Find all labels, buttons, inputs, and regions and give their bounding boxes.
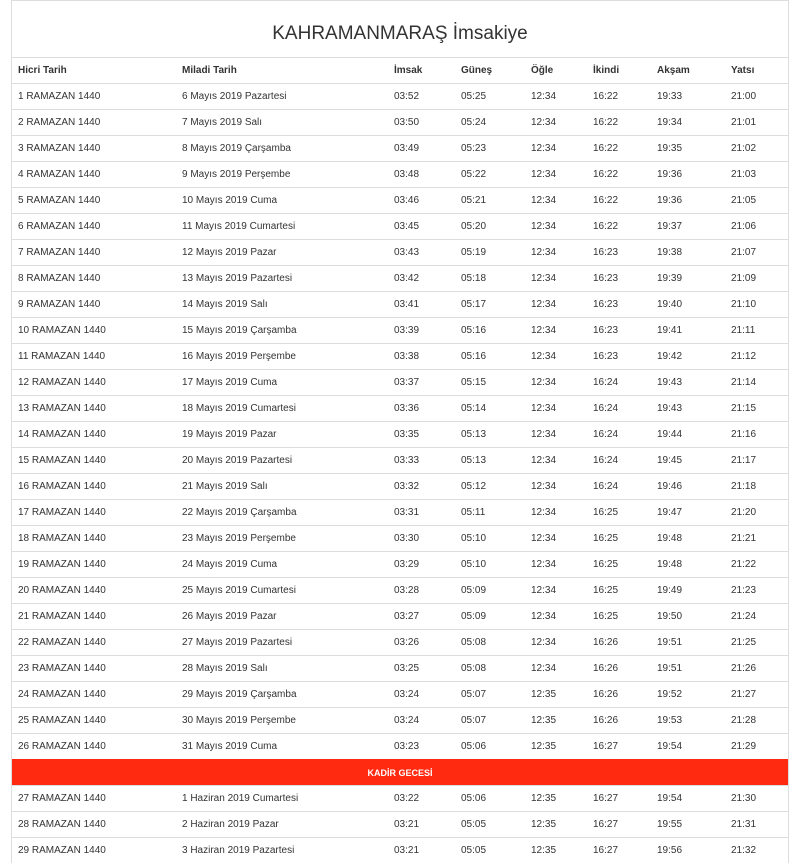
cell-miladi-tarih: 2 Haziran 2019 Pazar [176,812,388,838]
header-gunes: Güneş [455,58,525,84]
cell-hicri-tarih: 12 RAMAZAN 1440 [12,370,176,396]
cell-hicri-tarih: 17 RAMAZAN 1440 [12,500,176,526]
cell-yatsi: 21:06 [725,214,788,240]
cell-miladi-tarih: 19 Mayıs 2019 Pazar [176,422,388,448]
cell-gunes: 05:24 [455,110,525,136]
cell-yatsi: 21:25 [725,630,788,656]
cell-gunes: 05:10 [455,526,525,552]
cell-yatsi: 21:24 [725,604,788,630]
cell-hicri-tarih: 24 RAMAZAN 1440 [12,682,176,708]
cell-hicri-tarih: 7 RAMAZAN 1440 [12,240,176,266]
cell-hicri-tarih: 23 RAMAZAN 1440 [12,656,176,682]
cell-ogle: 12:34 [525,344,587,370]
cell-aksam: 19:51 [651,656,725,682]
cell-aksam: 19:51 [651,630,725,656]
cell-yatsi: 21:18 [725,474,788,500]
kadir-gecesi-row [12,760,788,786]
cell-ogle: 12:34 [525,474,587,500]
table-row [12,630,788,656]
cell-yatsi: 21:11 [725,318,788,344]
cell-imsak: 03:45 [388,214,455,240]
cell-imsak: 03:24 [388,708,455,734]
header-row [12,58,788,84]
cell-hicri-tarih: 8 RAMAZAN 1440 [12,266,176,292]
table-row [12,422,788,448]
cell-miladi-tarih: 25 Mayıs 2019 Cumartesi [176,578,388,604]
cell-yatsi: 21:16 [725,422,788,448]
cell-gunes: 05:23 [455,136,525,162]
cell-yatsi: 21:12 [725,344,788,370]
table-row [12,474,788,500]
cell-gunes: 05:11 [455,500,525,526]
cell-gunes: 05:07 [455,682,525,708]
imsakiye-panel [11,0,789,863]
cell-yatsi: 21:21 [725,526,788,552]
cell-ogle: 12:34 [525,214,587,240]
cell-aksam: 19:54 [651,786,725,812]
page-title: KAHRAMANMARAŞ İmsakiye [272,23,528,44]
cell-gunes: 05:09 [455,578,525,604]
cell-aksam: 19:33 [651,84,725,110]
header-yatsi: Yatsı [725,58,788,84]
cell-imsak: 03:42 [388,266,455,292]
cell-miladi-tarih: 18 Mayıs 2019 Cumartesi [176,396,388,422]
cell-gunes: 05:06 [455,734,525,760]
cell-gunes: 05:05 [455,812,525,838]
table-row [12,682,788,708]
table-row [12,240,788,266]
cell-ogle: 12:34 [525,552,587,578]
cell-yatsi: 21:03 [725,162,788,188]
cell-aksam: 19:43 [651,396,725,422]
cell-aksam: 19:46 [651,474,725,500]
cell-ikindi: 16:22 [587,162,651,188]
cell-miladi-tarih: 29 Mayıs 2019 Çarşamba [176,682,388,708]
cell-miladi-tarih: 31 Mayıs 2019 Cuma [176,734,388,760]
cell-aksam: 19:40 [651,292,725,318]
cell-miladi-tarih: 7 Mayıs 2019 Salı [176,110,388,136]
cell-gunes: 05:08 [455,630,525,656]
cell-aksam: 19:54 [651,734,725,760]
cell-ogle: 12:34 [525,188,587,214]
table-row [12,266,788,292]
cell-ikindi: 16:22 [587,214,651,240]
cell-yatsi: 21:29 [725,734,788,760]
cell-miladi-tarih: 11 Mayıs 2019 Cumartesi [176,214,388,240]
cell-ogle: 12:34 [525,266,587,292]
cell-yatsi: 21:28 [725,708,788,734]
cell-ikindi: 16:22 [587,136,651,162]
cell-ogle: 12:35 [525,786,587,812]
cell-gunes: 05:07 [455,708,525,734]
cell-aksam: 19:48 [651,526,725,552]
cell-imsak: 03:37 [388,370,455,396]
cell-ikindi: 16:26 [587,682,651,708]
cell-ogle: 12:34 [525,578,587,604]
cell-imsak: 03:28 [388,578,455,604]
cell-ikindi: 16:24 [587,448,651,474]
cell-yatsi: 21:15 [725,396,788,422]
cell-gunes: 05:18 [455,266,525,292]
cell-miladi-tarih: 13 Mayıs 2019 Pazartesi [176,266,388,292]
cell-gunes: 05:12 [455,474,525,500]
cell-hicri-tarih: 9 RAMAZAN 1440 [12,292,176,318]
cell-ikindi: 16:27 [587,838,651,864]
cell-ogle: 12:34 [525,604,587,630]
cell-aksam: 19:50 [651,604,725,630]
cell-imsak: 03:30 [388,526,455,552]
cell-ikindi: 16:22 [587,110,651,136]
cell-gunes: 05:10 [455,552,525,578]
cell-hicri-tarih: 5 RAMAZAN 1440 [12,188,176,214]
header-ogle: Öğle [525,58,587,84]
cell-gunes: 05:14 [455,396,525,422]
cell-ogle: 12:34 [525,84,587,110]
cell-aksam: 19:36 [651,162,725,188]
cell-hicri-tarih: 3 RAMAZAN 1440 [12,136,176,162]
cell-hicri-tarih: 4 RAMAZAN 1440 [12,162,176,188]
cell-ogle: 12:35 [525,682,587,708]
cell-ogle: 12:35 [525,812,587,838]
cell-aksam: 19:49 [651,578,725,604]
cell-hicri-tarih: 27 RAMAZAN 1440 [12,786,176,812]
cell-gunes: 05:13 [455,448,525,474]
cell-aksam: 19:44 [651,422,725,448]
cell-imsak: 03:39 [388,318,455,344]
cell-ikindi: 16:25 [587,604,651,630]
cell-yatsi: 21:01 [725,110,788,136]
cell-ogle: 12:34 [525,162,587,188]
cell-ikindi: 16:23 [587,240,651,266]
cell-imsak: 03:27 [388,604,455,630]
table-row [12,604,788,630]
cell-imsak: 03:43 [388,240,455,266]
cell-gunes: 05:15 [455,370,525,396]
cell-imsak: 03:31 [388,500,455,526]
table-row [12,318,788,344]
cell-aksam: 19:43 [651,370,725,396]
cell-aksam: 19:55 [651,812,725,838]
cell-ogle: 12:34 [525,630,587,656]
cell-gunes: 05:22 [455,162,525,188]
cell-yatsi: 21:32 [725,838,788,864]
cell-imsak: 03:36 [388,396,455,422]
cell-imsak: 03:48 [388,162,455,188]
cell-hicri-tarih: 16 RAMAZAN 1440 [12,474,176,500]
cell-ikindi: 16:23 [587,266,651,292]
cell-imsak: 03:41 [388,292,455,318]
cell-hicri-tarih: 26 RAMAZAN 1440 [12,734,176,760]
cell-imsak: 03:21 [388,812,455,838]
cell-imsak: 03:49 [388,136,455,162]
cell-gunes: 05:08 [455,656,525,682]
cell-imsak: 03:50 [388,110,455,136]
cell-ikindi: 16:25 [587,578,651,604]
cell-ogle: 12:34 [525,370,587,396]
cell-yatsi: 21:14 [725,370,788,396]
cell-hicri-tarih: 13 RAMAZAN 1440 [12,396,176,422]
cell-hicri-tarih: 28 RAMAZAN 1440 [12,812,176,838]
table-row [12,500,788,526]
cell-gunes: 05:25 [455,84,525,110]
cell-aksam: 19:37 [651,214,725,240]
cell-yatsi: 21:05 [725,188,788,214]
cell-imsak: 03:52 [388,84,455,110]
cell-gunes: 05:17 [455,292,525,318]
cell-yatsi: 21:10 [725,292,788,318]
cell-ogle: 12:34 [525,448,587,474]
cell-ogle: 12:34 [525,110,587,136]
cell-ikindi: 16:24 [587,474,651,500]
cell-miladi-tarih: 10 Mayıs 2019 Cuma [176,188,388,214]
header-ikindi: İkindi [587,58,651,84]
cell-ikindi: 16:27 [587,786,651,812]
cell-aksam: 19:45 [651,448,725,474]
cell-aksam: 19:36 [651,188,725,214]
cell-miladi-tarih: 27 Mayıs 2019 Pazartesi [176,630,388,656]
cell-ikindi: 16:22 [587,84,651,110]
cell-aksam: 19:38 [651,240,725,266]
cell-ogle: 12:34 [525,656,587,682]
cell-gunes: 05:21 [455,188,525,214]
cell-yatsi: 21:23 [725,578,788,604]
cell-ogle: 12:35 [525,838,587,864]
cell-imsak: 03:25 [388,656,455,682]
cell-miladi-tarih: 21 Mayıs 2019 Salı [176,474,388,500]
cell-ikindi: 16:25 [587,500,651,526]
table-row [12,526,788,552]
cell-ikindi: 16:23 [587,292,651,318]
header-miladi-tarih: Miladi Tarih [176,58,388,84]
cell-yatsi: 21:07 [725,240,788,266]
table-row [12,448,788,474]
cell-miladi-tarih: 16 Mayıs 2019 Perşembe [176,344,388,370]
cell-miladi-tarih: 17 Mayıs 2019 Cuma [176,370,388,396]
cell-ikindi: 16:25 [587,526,651,552]
cell-gunes: 05:20 [455,214,525,240]
cell-hicri-tarih: 25 RAMAZAN 1440 [12,708,176,734]
cell-miladi-tarih: 9 Mayıs 2019 Perşembe [176,162,388,188]
cell-ikindi: 16:26 [587,708,651,734]
cell-yatsi: 21:02 [725,136,788,162]
cell-gunes: 05:09 [455,604,525,630]
cell-yatsi: 21:20 [725,500,788,526]
cell-miladi-tarih: 22 Mayıs 2019 Çarşamba [176,500,388,526]
cell-aksam: 19:35 [651,136,725,162]
table-row [12,812,788,838]
cell-ogle: 12:34 [525,396,587,422]
cell-hicri-tarih: 21 RAMAZAN 1440 [12,604,176,630]
table-row [12,578,788,604]
cell-ogle: 12:34 [525,526,587,552]
cell-imsak: 03:38 [388,344,455,370]
table-row [12,162,788,188]
cell-miladi-tarih: 23 Mayıs 2019 Perşembe [176,526,388,552]
cell-hicri-tarih: 15 RAMAZAN 1440 [12,448,176,474]
table-body [12,84,788,864]
cell-aksam: 19:52 [651,682,725,708]
cell-aksam: 19:39 [651,266,725,292]
cell-imsak: 03:21 [388,838,455,864]
table-row [12,188,788,214]
table-row [12,292,788,318]
table-row [12,214,788,240]
cell-hicri-tarih: 11 RAMAZAN 1440 [12,344,176,370]
cell-imsak: 03:33 [388,448,455,474]
table-row [12,110,788,136]
cell-gunes: 05:16 [455,318,525,344]
cell-gunes: 05:05 [455,838,525,864]
cell-imsak: 03:35 [388,422,455,448]
cell-imsak: 03:46 [388,188,455,214]
cell-hicri-tarih: 22 RAMAZAN 1440 [12,630,176,656]
cell-ikindi: 16:27 [587,734,651,760]
cell-gunes: 05:16 [455,344,525,370]
table-row [12,734,788,760]
cell-yatsi: 21:30 [725,786,788,812]
cell-ikindi: 16:23 [587,344,651,370]
kadir-gecesi-label: KADİR GECESİ [12,760,788,786]
cell-hicri-tarih: 2 RAMAZAN 1440 [12,110,176,136]
cell-hicri-tarih: 14 RAMAZAN 1440 [12,422,176,448]
cell-imsak: 03:24 [388,682,455,708]
cell-ikindi: 16:26 [587,656,651,682]
table-row [12,656,788,682]
table-row [12,136,788,162]
cell-miladi-tarih: 8 Mayıs 2019 Çarşamba [176,136,388,162]
cell-miladi-tarih: 6 Mayıs 2019 Pazartesi [176,84,388,110]
cell-yatsi: 21:17 [725,448,788,474]
cell-ikindi: 16:24 [587,396,651,422]
table-row [12,786,788,812]
cell-gunes: 05:13 [455,422,525,448]
cell-ogle: 12:34 [525,318,587,344]
cell-ikindi: 16:26 [587,630,651,656]
cell-hicri-tarih: 29 RAMAZAN 1440 [12,838,176,864]
table-row [12,84,788,110]
table-row [12,344,788,370]
table-row [12,396,788,422]
cell-miladi-tarih: 3 Haziran 2019 Pazartesi [176,838,388,864]
header-aksam: Akşam [651,58,725,84]
cell-aksam: 19:34 [651,110,725,136]
cell-hicri-tarih: 18 RAMAZAN 1440 [12,526,176,552]
cell-miladi-tarih: 24 Mayıs 2019 Cuma [176,552,388,578]
cell-miladi-tarih: 15 Mayıs 2019 Çarşamba [176,318,388,344]
cell-ogle: 12:35 [525,734,587,760]
cell-hicri-tarih: 1 RAMAZAN 1440 [12,84,176,110]
cell-hicri-tarih: 19 RAMAZAN 1440 [12,552,176,578]
cell-ikindi: 16:23 [587,318,651,344]
cell-miladi-tarih: 12 Mayıs 2019 Pazar [176,240,388,266]
cell-gunes: 05:06 [455,786,525,812]
imsakiye-table [12,57,788,864]
table-row [12,370,788,396]
cell-yatsi: 21:22 [725,552,788,578]
cell-yatsi: 21:31 [725,812,788,838]
cell-ikindi: 16:24 [587,370,651,396]
cell-ogle: 12:35 [525,708,587,734]
cell-miladi-tarih: 14 Mayıs 2019 Salı [176,292,388,318]
cell-ogle: 12:34 [525,240,587,266]
cell-aksam: 19:42 [651,344,725,370]
table-row [12,708,788,734]
cell-hicri-tarih: 10 RAMAZAN 1440 [12,318,176,344]
cell-ikindi: 16:25 [587,552,651,578]
cell-miladi-tarih: 26 Mayıs 2019 Pazar [176,604,388,630]
table-row [12,552,788,578]
cell-aksam: 19:56 [651,838,725,864]
cell-miladi-tarih: 20 Mayıs 2019 Pazartesi [176,448,388,474]
cell-ogle: 12:34 [525,292,587,318]
cell-aksam: 19:48 [651,552,725,578]
cell-yatsi: 21:09 [725,266,788,292]
cell-ikindi: 16:22 [587,188,651,214]
cell-aksam: 19:47 [651,500,725,526]
cell-gunes: 05:19 [455,240,525,266]
cell-hicri-tarih: 6 RAMAZAN 1440 [12,214,176,240]
cell-yatsi: 21:26 [725,656,788,682]
cell-yatsi: 21:27 [725,682,788,708]
cell-imsak: 03:26 [388,630,455,656]
cell-hicri-tarih: 20 RAMAZAN 1440 [12,578,176,604]
cell-ogle: 12:34 [525,136,587,162]
cell-miladi-tarih: 1 Haziran 2019 Cumartesi [176,786,388,812]
header-imsak: İmsak [388,58,455,84]
cell-ikindi: 16:27 [587,812,651,838]
header-hicri-tarih: Hicri Tarih [12,58,176,84]
cell-imsak: 03:22 [388,786,455,812]
cell-ogle: 12:34 [525,422,587,448]
cell-ogle: 12:34 [525,500,587,526]
cell-imsak: 03:32 [388,474,455,500]
cell-miladi-tarih: 30 Mayıs 2019 Perşembe [176,708,388,734]
cell-ikindi: 16:24 [587,422,651,448]
cell-aksam: 19:53 [651,708,725,734]
cell-miladi-tarih: 28 Mayıs 2019 Salı [176,656,388,682]
cell-aksam: 19:41 [651,318,725,344]
cell-imsak: 03:23 [388,734,455,760]
table-header [12,58,788,84]
table-row [12,838,788,864]
cell-imsak: 03:29 [388,552,455,578]
cell-yatsi: 21:00 [725,84,788,110]
